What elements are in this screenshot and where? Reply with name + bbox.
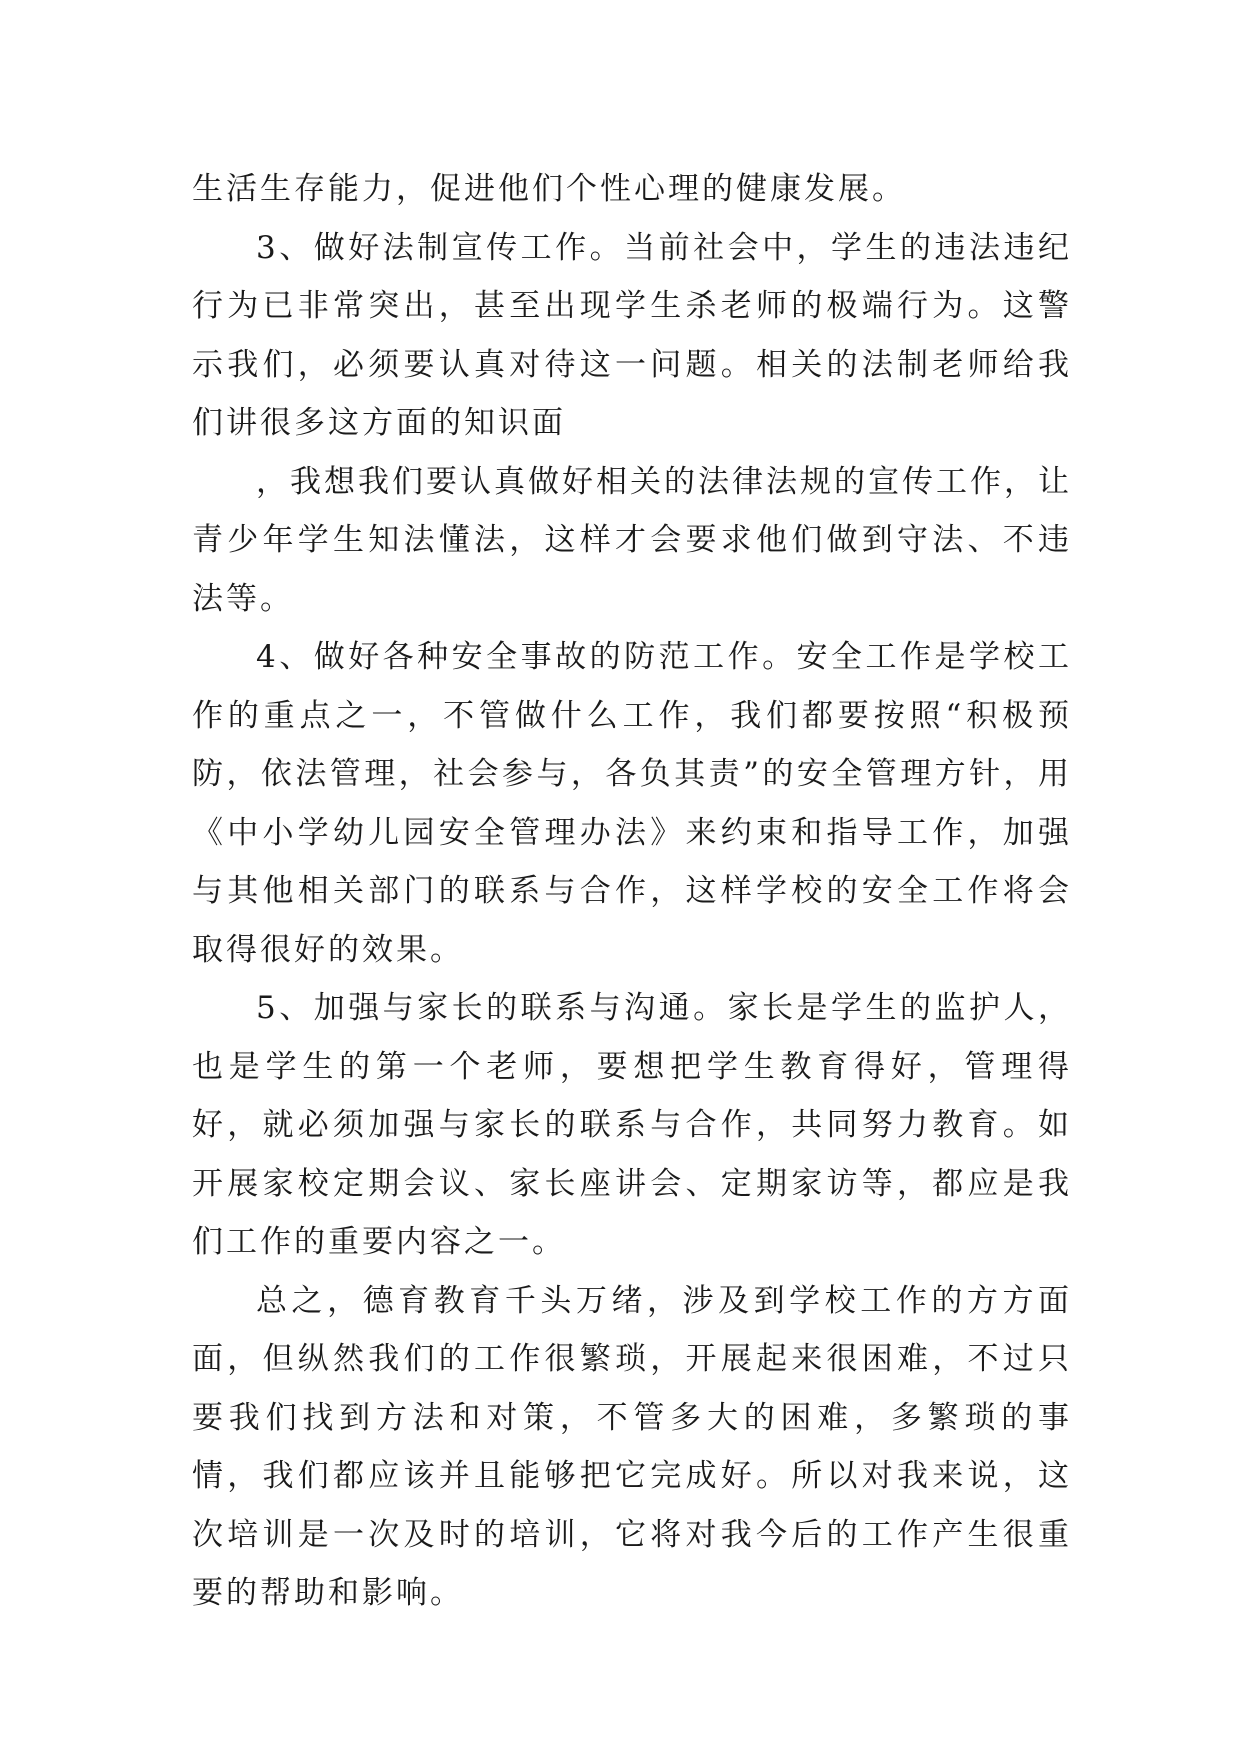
paragraph-parent-communication: 5、加强与家长的联系与沟通。家长是学生的监护人，也是学生的第一个老师，要想把学生教育得好，管理得好，就必须加强与家长的联系与合作，共同努力教育。如开展家校定期会议、家长座讲会、定期家访等，都应是我们工作的重要内容之一。 xyxy=(192,990,1072,1260)
document-body xyxy=(192,160,1072,1623)
paragraph-safety-prevention: 4、做好各种安全事故的防范工作。安全工作是学校工作的重点之一，不管做什么工作，我们都要按照“积极预防，依法管理，社会参与，各负其责”的安全管理方针，用《中小学幼儿园安全管理办法》来约束和指导工作，加强与其他相关部门的联系与合作，这样学校的安全工作将会取得很好的效果。 xyxy=(192,639,1072,968)
paragraph-legal-publicity-continued: ，我想我们要认真做好相关的法律法规的宣传工作，让青少年学生知法懂法，这样才会要求他们做到守法、不违法等。 xyxy=(192,463,1072,617)
paragraph-legal-publicity: 3、做好法制宣传工作。当前社会中，学生的违法违纪行为已非常突出，甚至出现学生杀老师的极端行为。这警示我们，必须要认真对待这一问题。相关的法制老师给我们讲很多这方面的知识面 xyxy=(192,229,1072,441)
paragraph-conclusion: 总之，德育教育千头万绪，涉及到学校工作的方方面面，但纵然我们的工作很繁琐，开展起来很困难，不过只要我们找到方法和对策，不管多大的困难，多繁琐的事情，我们都应该并且能够把它完成好。所以对我来说，这次培训是一次及时的培训，它将对我今后的工作产生很重要的帮助和影响。 xyxy=(192,1282,1072,1611)
paragraph-intro-continuation: 生活生存能力，促进他们个性心理的健康发展。 xyxy=(192,171,906,207)
